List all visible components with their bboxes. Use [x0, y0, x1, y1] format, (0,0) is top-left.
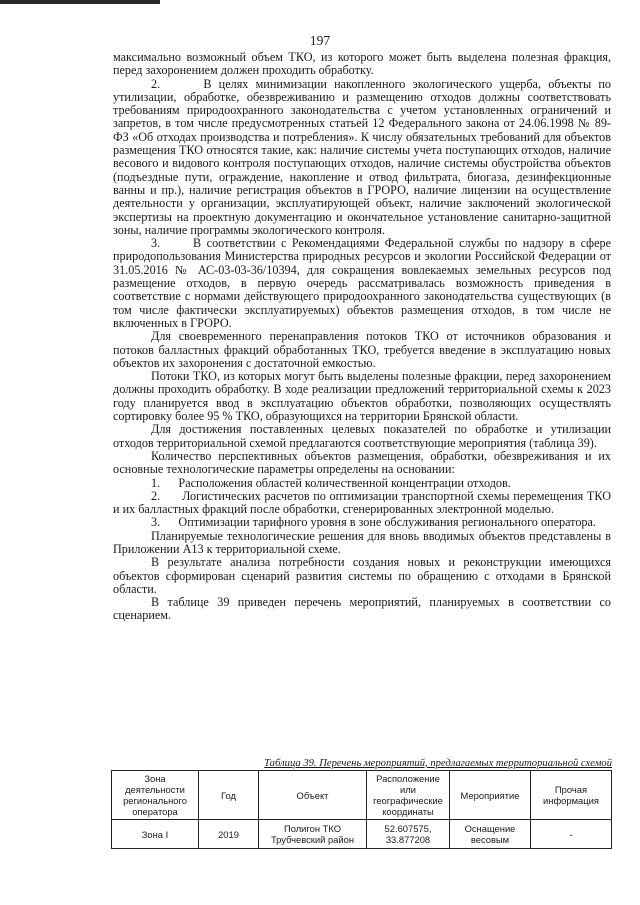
paragraph: В таблице 39 приведен перечень мероприятий, планируемых в соответствии со сценарием.	[113, 595, 611, 623]
header-cell-measure: Мероприятие	[450, 771, 531, 820]
table-row	[112, 820, 612, 849]
paragraph: Количество перспективных объектов размещения, обработки, обезвреживания и их основные технологические параметры определены на основании:	[113, 448, 611, 477]
paragraph: Для своевременного перенаправления потоков ТКО от источников образования и потоков балластных фракций обработанных ТКО, требуется введение в эксплуатацию новых объектов их захоронения с достаточной емкостью.	[113, 329, 611, 370]
header-cell-year: Год	[199, 771, 259, 820]
table-caption: Таблица 39. Перечень мероприятий, предлагаемых территориальной схемой	[264, 758, 612, 769]
paragraph: В результате анализа потребности создания новых и реконструкции имеющихся объектов сформирован сценарий развития системы по обращению с отходами в Брянской области.	[113, 555, 611, 596]
paragraph: 3. В соответствии с Рекомендациями Федеральной службы по надзору в сфере природопользования Министерства природных ресурсов и экологии Российской Федерации от 31.05.2016 № АС-03-03-36/10394, для сокращения вовлекаемых земельных ресурсов под размещение отходов, в первую очередь рассматривалась возможность приведения в соответствие с нормами действующего природоохранного законодательства существующих (в том числе фактически эксплуатируемых) объектов размещения отходов, в том числе не включенных в ГРОРО.	[113, 236, 611, 330]
cell-object: Полигон ТКО Трубчевский район	[259, 820, 367, 849]
page-number: 197	[309, 33, 331, 48]
cell-location: 52.607575, 33.877208	[367, 820, 450, 849]
paragraph: 2. В целях минимизации накопленного экологического ущерба, объекты по утилизации, обработке, обезвреживанию и размещению отходов должны соответствовать требованиям природоохранного законодательства с учетом установленных ограничений и запретов, в том числе предусмотренных статьей 12 Федерального закона от 24.06.1998 № 89-ФЗ «Об отходах производства и потребления». К числу обязательных требований для объектов размещения ТКО относятся такие, как: наличие системы учета поступающих отходов, наличие весового и видового контроля поступающих отходов, наличие системы обустройства объектов (подъездные пути, ограждение, накопление и отвод фильтрата, биогаза, дезинфекционные ванны и пр.), наличие регистрация объектов в ГРОРО, наличие лицензии на осуществление деятельности у организации, эксплуатирующей объект, наличие заключений экологической экспертизы на проектную документацию и окончательное установление санитарно-защитной зоны, наличие программы экологического контроля.	[113, 76, 611, 237]
cell-measure: Оснащение весовым	[450, 820, 531, 849]
paragraph: Для достижения поставленных целевых показателей по обработке и утилизации отходов территориальной схемой предлагаются соответствующие мероприятия (таблица 39).	[113, 422, 611, 450]
list-item: 1. Расположения областей количественной концентрации отходов.	[151, 475, 511, 490]
list-item: 2. Логистических расчетов по оптимизации транспортной схемы перемещения ТКО и их балластных фракций после обработки, сгенерированных электронной моделью.	[113, 488, 611, 517]
scan-edge-mark	[0, 0, 160, 4]
measures-table	[111, 770, 612, 849]
cell-zone: Зона I	[112, 820, 199, 849]
header-cell-other-info: Прочая информация	[531, 771, 612, 820]
paragraph: Потоки ТКО, из которых могут быть выделены полезные фракции, перед захоронением должны проходить обработку. В ходе реализации предложений территориальной схемы к 2023 году планируется ввод в эксплуатацию объектов обработки, позволяющих осуществлять сортировку более 95 % ТКО, образующихся на территории Брянской области.	[113, 369, 611, 424]
header-cell-location: Расположение или географические координаты	[367, 771, 450, 820]
document-body	[113, 51, 611, 623]
list-item: 3. Оптимизации тарифного уровня в зоне обслуживания регионального оператора.	[151, 515, 596, 530]
paragraph: максимально возможный объем ТКО, из которого может быть выделена полезная фракция, перед захоронением должен проходить обработку.	[113, 50, 611, 78]
paragraph: Планируемые технологические решения для вновь вводимых объектов представлены в Приложении А13 к территориальной схеме.	[113, 528, 611, 556]
table-header-row	[112, 771, 612, 820]
header-cell-object: Объект	[259, 771, 367, 820]
cell-other-info: -	[531, 820, 612, 849]
header-cell-zone: Зона деятельности регионального оператора	[112, 771, 199, 820]
cell-year: 2019	[199, 820, 259, 849]
